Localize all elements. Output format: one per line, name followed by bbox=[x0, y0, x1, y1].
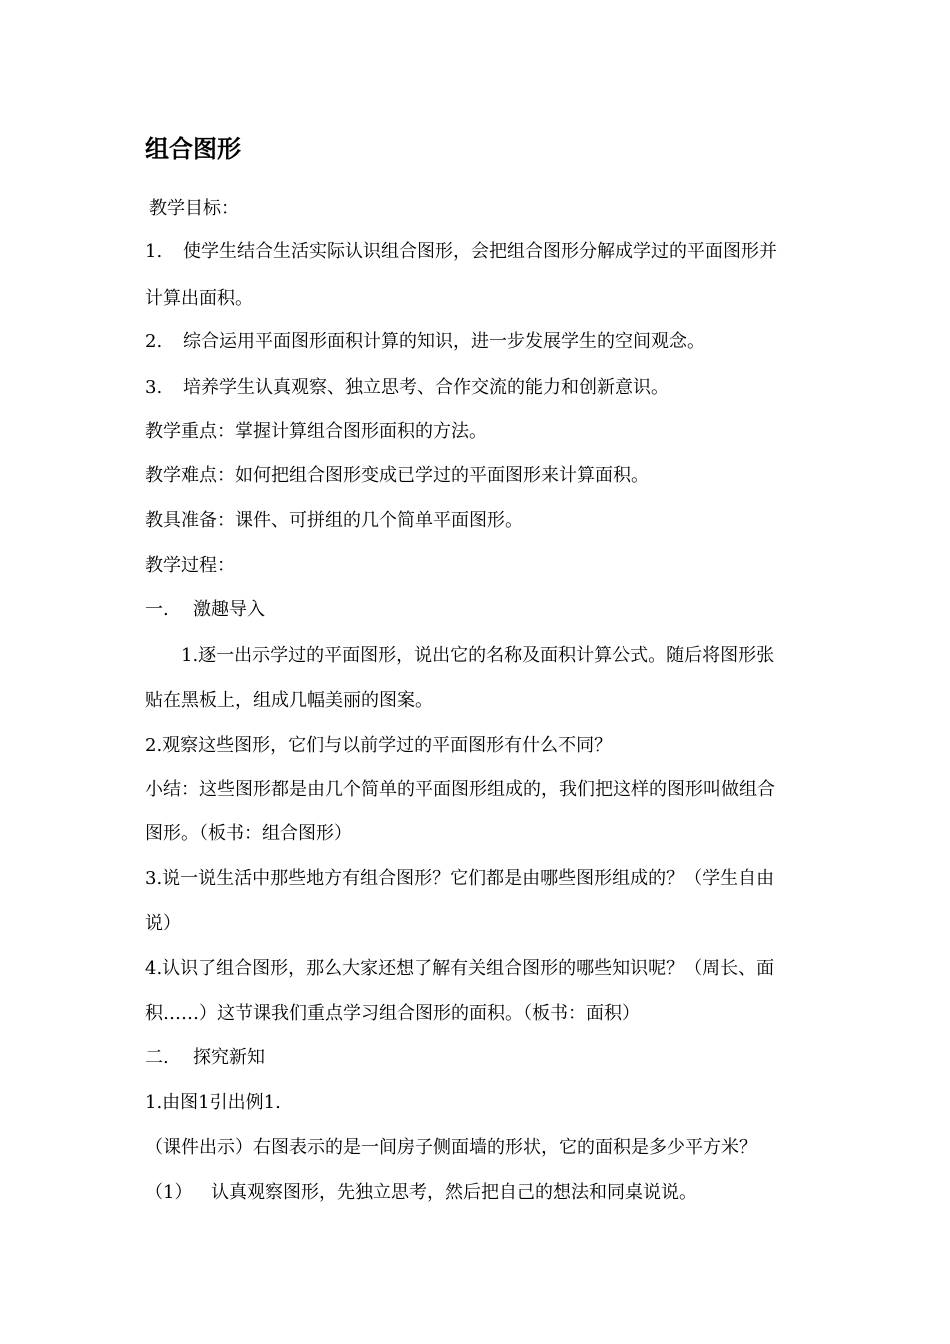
objective-3-text: 培养学生认真观察、独立思考、合作交流的能力和创新意识。 bbox=[183, 377, 669, 398]
process-heading: 教学过程： bbox=[145, 555, 235, 576]
subitem-1-text: 认真观察图形，先独立思考，然后把自己的想法和同桌说说。 bbox=[211, 1182, 697, 1203]
objective-3 bbox=[145, 373, 815, 403]
summary-continuation: 图形。（板书：组合图形） bbox=[145, 823, 352, 844]
difficulty: 教学难点：如何把组合图形变成已学过的平面图形来计算面积。 bbox=[145, 465, 649, 486]
section-1-number: 一. bbox=[145, 599, 169, 620]
section-1-item-3: 3.说一说生活中那些地方有组合图形？它们都是由哪些图形组成的？（学生自由 bbox=[145, 868, 775, 889]
section-1-item-1-continuation: 贴在黑板上，组成几幅美丽的图案。 bbox=[145, 690, 433, 711]
section-1-heading bbox=[145, 595, 815, 625]
courseware-prompt: （课件出示）右图表示的是一间房子侧面墙的形状，它的面积是多少平方米？ bbox=[145, 1137, 757, 1158]
section-1-item-4: 4.认识了组合图形，那么大家还想了解有关组合图形的哪些知识呢？（周长、面 bbox=[145, 958, 775, 979]
objective-1 bbox=[145, 237, 815, 267]
section-2-subitem-1 bbox=[145, 1178, 815, 1208]
objective-2-number: 2. bbox=[145, 331, 163, 352]
objective-1-text: 使学生结合生活实际认识组合图形，会把组合图形分解成学过的平面图形并 bbox=[183, 241, 777, 262]
section-2-number: 二. bbox=[145, 1047, 169, 1068]
objectives-heading: 教学目标： bbox=[149, 198, 239, 219]
section-1-item-1: 1.逐一出示学过的平面图形，说出它的名称及面积计算公式。随后将图形张 bbox=[181, 645, 775, 666]
objective-1-continuation: 计算出面积。 bbox=[145, 288, 253, 309]
objective-3-number: 3. bbox=[145, 377, 163, 398]
section-1-item-3-continuation: 说） bbox=[145, 913, 181, 934]
key-point: 教学重点：掌握计算组合图形面积的方法。 bbox=[145, 421, 487, 442]
objective-2-text: 综合运用平面图形面积计算的知识，进一步发展学生的空间观念。 bbox=[183, 331, 705, 352]
objective-1-number: 1. bbox=[145, 241, 163, 262]
section-1-item-4-continuation: 积……）这节课我们重点学习组合图形的面积。（板书：面积） bbox=[145, 1003, 640, 1024]
materials: 教具准备：课件、可拼组的几个简单平面图形。 bbox=[145, 510, 523, 531]
document-title: 组合图形 bbox=[145, 135, 241, 163]
section-2-heading bbox=[145, 1043, 815, 1073]
summary: 小结：这些图形都是由几个简单的平面图形组成的，我们把这样的图形叫做组合 bbox=[145, 779, 775, 800]
subitem-1-number: （1） bbox=[145, 1182, 193, 1203]
section-2-title: 探究新知 bbox=[193, 1047, 265, 1068]
section-1-title: 激趣导入 bbox=[193, 599, 265, 620]
section-1-item-2: 2.观察这些图形，它们与以前学过的平面图形有什么不同？ bbox=[145, 735, 613, 756]
section-2-item-1: 1.由图1引出例1. bbox=[145, 1092, 281, 1113]
objective-2 bbox=[145, 327, 815, 357]
